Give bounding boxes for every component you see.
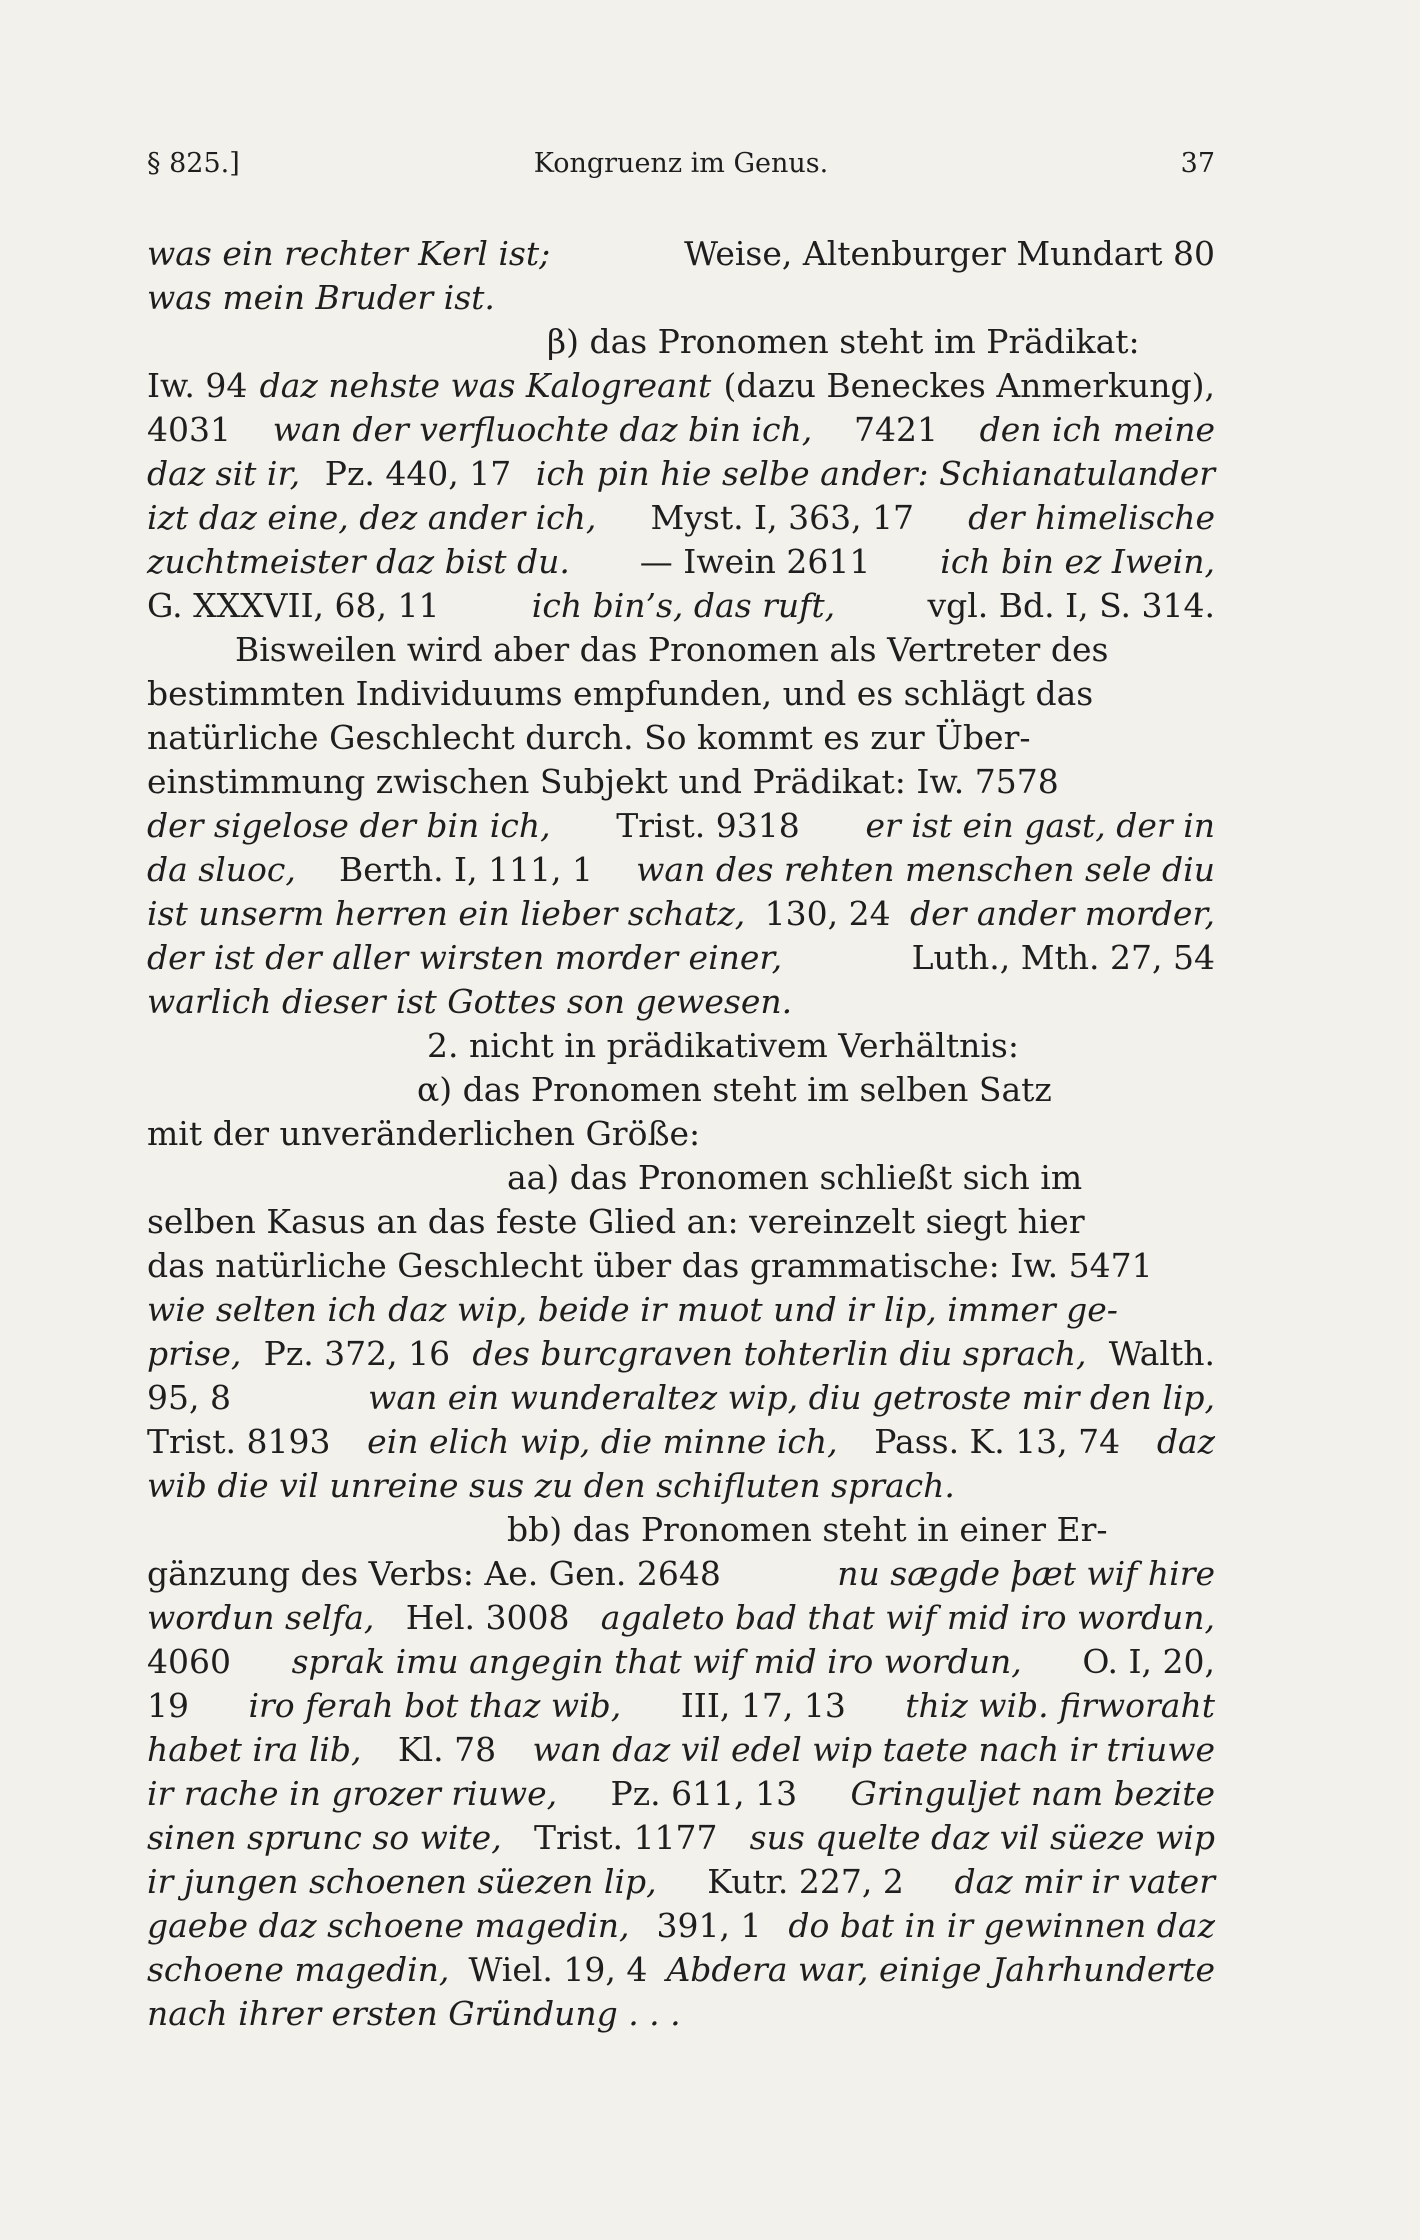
quotation-text: was mein Bruder ist. (147, 278, 495, 317)
text-line (147, 364, 1215, 408)
body-text-segment: Walth. (1108, 1334, 1215, 1373)
text-line (147, 232, 1215, 276)
quotation-text: habet ira lib, (147, 1730, 362, 1769)
body-text (147, 232, 1215, 2036)
body-text-segment: Kutr. 227, 2 (707, 1862, 904, 1901)
body-text-segment: Bisweilen wird aber das Pronomen als Vertreter des (235, 630, 1109, 669)
text-line (147, 1772, 1215, 1816)
text-line (147, 848, 1215, 892)
quotation-text: den ich meine (979, 410, 1215, 449)
quotation-text: ir rache in grozer riuwe, (147, 1774, 558, 1813)
body-text-segment: III, 17, 13 (680, 1686, 846, 1725)
body-text-segment: 7421 (853, 410, 938, 449)
text-line (147, 716, 1215, 760)
body-text-segment: Iw. 94 (147, 366, 248, 405)
quotation-text: der himelische (968, 498, 1215, 537)
body-text-segment: selben Kasus an das feste Glied an: vereinzelt siegt hier (147, 1202, 1085, 1241)
quotation-text: ich bin ez Iwein, (940, 542, 1215, 581)
text-line (147, 1464, 1215, 1508)
body-text-segment: Berth. I, 111, 1 (339, 850, 594, 889)
quotation-text: nach ihrer ersten Gründung . . . (147, 1994, 681, 2033)
text-line (147, 1508, 1215, 1552)
text-line (147, 1156, 1215, 1200)
quotation-text: schoene magedin, (147, 1950, 450, 1989)
section-reference: § 825.] (147, 148, 240, 179)
quotation-text: daz (1156, 1422, 1215, 1461)
body-text-segment: Pz. 611, 13 (610, 1774, 798, 1813)
quotation-text: ist unserm herren ein lieber schatz, (147, 894, 746, 933)
quotation-text: gaebe daz schoene magedin, (147, 1906, 630, 1945)
quotation-text: daz sit ir, (147, 454, 301, 493)
body-text-segment: G. XXXVII, 68, 11 (147, 586, 440, 625)
text-line (147, 496, 1215, 540)
body-text-segment: Wiel. 19, 4 (468, 1950, 648, 1989)
text-line (147, 1816, 1215, 1860)
body-text-segment: 4031 (147, 410, 231, 449)
body-text-segment: 19 (147, 1686, 189, 1725)
text-line (147, 628, 1215, 672)
text-line (147, 1684, 1215, 1728)
body-text-segment: α) das Pronomen steht im selben Satz (417, 1070, 1052, 1109)
body-text-segment: Trist. 9318 (616, 806, 800, 845)
running-title: Kongruenz im Genus. (533, 148, 829, 179)
quotation-text: des burcgraven tohterlin diu sprach, (472, 1334, 1087, 1373)
quotation-text: prise, (147, 1334, 242, 1373)
body-text-segment: 391, 1 (656, 1906, 762, 1945)
quotation-text: agaleto bad that wif mid iro wordun, (600, 1598, 1215, 1637)
quotation-text: do bat in ir gewinnen daz (788, 1906, 1215, 1945)
text-line (147, 276, 1215, 320)
body-text-segment: Pass. K. 13, 74 (874, 1422, 1121, 1461)
text-line (147, 408, 1215, 452)
text-line (147, 1728, 1215, 1772)
quotation-text: wie selten ich daz wip, beide ir muot und ir lip, immer ge- (147, 1290, 1118, 1329)
body-text-segment: Pz. 440, 17 (324, 454, 512, 493)
text-line (147, 540, 1215, 584)
quotation-text: da sluoc, (147, 850, 296, 889)
body-text-segment: natürliche Geschlecht durch. So kommt es zur Über- (147, 718, 1031, 757)
page-number: 37 (1180, 148, 1215, 179)
body-text-segment: 4060 (147, 1642, 231, 1681)
body-text-segment: Hel. 3008 (405, 1598, 570, 1637)
body-text-segment: (dazu Beneckes Anmerkung), (723, 366, 1215, 405)
quotation-text: daz mir ir vater (954, 1862, 1215, 1901)
body-text-segment: Trist. 8193 (147, 1422, 331, 1461)
text-line (147, 980, 1215, 1024)
body-text-segment: bb) das Pronomen steht in einer Er- (507, 1510, 1108, 1549)
text-line (147, 320, 1215, 364)
body-text-segment: β) das Pronomen steht im Prädikat: (547, 322, 1140, 361)
text-line (147, 760, 1215, 804)
quotation-text: wordun selfa, (147, 1598, 375, 1637)
text-line (147, 1332, 1215, 1376)
body-text-segment: mit der unveränderlichen Größe: (147, 1114, 701, 1153)
quotation-text: wan der verfluochte daz bin ich, (272, 410, 813, 449)
text-line (147, 1288, 1215, 1332)
text-line (147, 804, 1215, 848)
quotation-text: zuchtmeister daz bist du. (147, 542, 570, 581)
body-text-segment: Weise, Altenburger Mundart 80 (684, 234, 1215, 273)
text-line (147, 1596, 1215, 1640)
quotation-text: Abdera war, einige Jahrhunderte (666, 1950, 1215, 1989)
text-line (147, 1112, 1215, 1156)
quotation-text: der ist der aller wirsten morder einer, (147, 938, 783, 977)
quotation-text: wan des rehten menschen sele diu (636, 850, 1215, 889)
body-text-segment: — Iwein 2611 (639, 542, 871, 581)
quotation-text: iro ferah bot thaz wib, (248, 1686, 622, 1725)
text-line (147, 1948, 1215, 1992)
quotation-text: warlich dieser ist Gottes son gewesen. (147, 982, 793, 1021)
quotation-text: ir jungen schoenen süezen lip, (147, 1862, 657, 1901)
text-line (147, 584, 1215, 628)
body-text-segment: bestimmten Individuums empfunden, und es schlägt das (147, 674, 1094, 713)
quotation-text: er ist ein gast, der in (865, 806, 1215, 845)
text-line (147, 892, 1215, 936)
quotation-text: der ander morder, (910, 894, 1215, 933)
quotation-text: nu sægde þæt wif hire (837, 1554, 1215, 1593)
quotation-text: sus quelte daz vil süeze wip (749, 1818, 1215, 1857)
body-text-segment: 95, 8 (147, 1378, 231, 1417)
text-line (147, 1420, 1215, 1464)
text-line (147, 1904, 1215, 1948)
body-text-segment: vgl. Bd. I, S. 314. (927, 586, 1215, 625)
body-text-segment: Myst. I, 363, 17 (650, 498, 915, 537)
quotation-text: wib die vil unreine sus zu den schifluten sprach. (147, 1466, 955, 1505)
text-line (147, 1376, 1215, 1420)
body-text-segment: Luth., Mth. 27, 54 (911, 938, 1215, 977)
text-line (147, 1992, 1215, 2036)
quotation-text: ein elich wip, die minne ich, (367, 1422, 838, 1461)
text-line (147, 1244, 1215, 1288)
quotation-text: thiz wib. firworaht (905, 1686, 1215, 1725)
quotation-text: ich bin’s, das ruft, (531, 586, 836, 625)
body-text-segment: 130, 24 (764, 894, 891, 933)
text-line (147, 1200, 1215, 1244)
text-line (147, 1552, 1215, 1596)
running-header (147, 148, 1215, 188)
quotation-text: der sigelose der bin ich, (147, 806, 551, 845)
body-text-segment: das natürliche Geschlecht über das grammatische: Iw. 5471 (147, 1246, 1153, 1285)
body-text-segment: Pz. 372, 16 (263, 1334, 451, 1373)
text-line (147, 672, 1215, 716)
body-text-segment: O. I, 20, (1082, 1642, 1215, 1681)
text-line (147, 1640, 1215, 1684)
body-text-segment: Kl. 78 (397, 1730, 497, 1769)
quotation-text: sinen sprunc so wite, (147, 1818, 502, 1857)
body-text-segment: einstimmung zwischen Subjekt und Prädikat: Iw. 7578 (147, 762, 1059, 801)
text-line (147, 1024, 1215, 1068)
text-line (147, 1860, 1215, 1904)
quotation-text: was ein rechter Kerl ist; (147, 234, 551, 273)
body-text-segment: aa) das Pronomen schließt sich im (507, 1158, 1083, 1197)
quotation-text: izt daz eine, dez ander ich, (147, 498, 597, 537)
quotation-text: ich pin hie selbe ander: Schianatulander (535, 454, 1215, 493)
quotation-text: Gringuljet nam bezite (850, 1774, 1215, 1813)
text-line (147, 936, 1215, 980)
quotation-text: sprak imu angegin that wif mid iro wordun, (291, 1642, 1022, 1681)
body-text-segment: gänzung des Verbs: Ae. Gen. 2648 (147, 1554, 721, 1593)
body-text-segment: 2. nicht in prädikativem Verhältnis: (427, 1026, 1019, 1065)
quotation-text: wan daz vil edel wip taete nach ir triuwe (532, 1730, 1215, 1769)
body-text-segment: Trist. 1177 (533, 1818, 718, 1857)
quotation-text: daz nehste was Kalogreant (259, 366, 712, 405)
text-line (147, 1068, 1215, 1112)
quotation-text: wan ein wunderaltez wip, diu getroste mir den lip, (368, 1378, 1215, 1417)
text-line (147, 452, 1215, 496)
